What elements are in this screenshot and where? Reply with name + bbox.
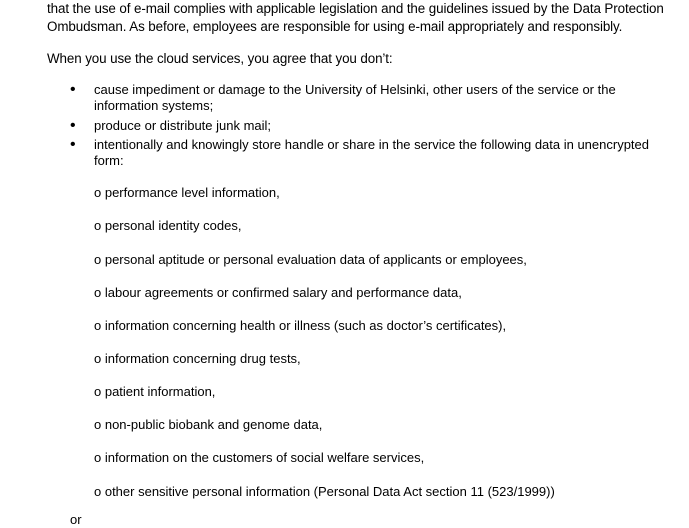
bullet-icon: • (70, 81, 76, 98)
bullet-text-line-2: information systems; (94, 98, 214, 113)
bullet-text-line-1: produce or distribute junk mail; (94, 118, 272, 133)
trailing-conjunction: or (70, 512, 82, 527)
intro-paragraph-line-2: Ombudsman. As before, employees are responsible for using e-mail appropriately and responsibly. (47, 19, 623, 34)
sub-list-item: o performance level information, (94, 185, 280, 200)
sub-list-item: o personal aptitude or personal evaluation data of applicants or employees, (94, 252, 527, 267)
intro-paragraph-line-1: that the use of e-mail complies with applicable legislation and the guidelines issued by the Data Protection (47, 1, 664, 16)
sub-list-item: o labour agreements or confirmed salary and performance data, (94, 285, 462, 300)
sub-list-item: o information concerning health or illness (such as doctor’s certificates), (94, 318, 507, 333)
bullet-text-line-1: intentionally and knowingly store handle or share in the service the following data in unencrypted (94, 137, 650, 152)
bullet-text-line-2: form: (94, 153, 124, 168)
bullet-icon: • (70, 136, 76, 153)
sub-list-item: o personal identity codes, (94, 218, 242, 233)
sub-list-item: o information concerning drug tests, (94, 351, 301, 366)
sub-list-item: o non-public biobank and genome data, (94, 417, 323, 432)
bullet-text (94, 118, 654, 134)
bullet-text (94, 137, 654, 169)
agreement-lead-sentence: When you use the cloud services, you agree that you don’t: (47, 51, 393, 66)
sub-list-item: o other sensitive personal information (Personal Data Act section 11 (523/1999)) (94, 484, 555, 499)
bullet-icon: • (70, 117, 76, 134)
bullet-text (94, 82, 654, 114)
sub-list-item: o information on the customers of social welfare services, (94, 450, 425, 465)
sub-list-item: o patient information, (94, 384, 216, 399)
bullet-text-line-1: cause impediment or damage to the University of Helsinki, other users of the service or the (94, 82, 616, 97)
